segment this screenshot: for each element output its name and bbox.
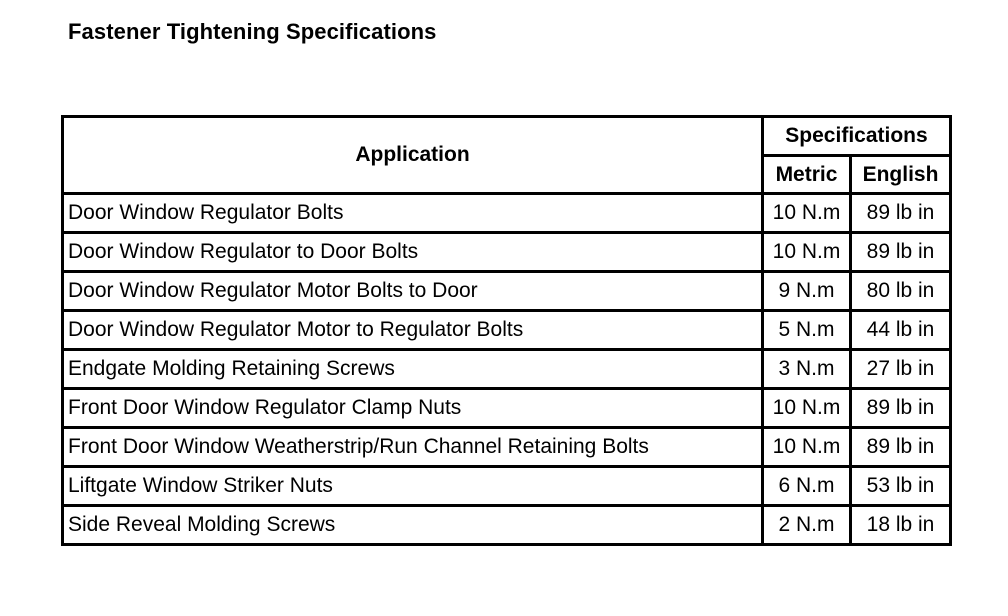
- cell-english: 89 lb in: [851, 194, 951, 233]
- table-row: [63, 311, 951, 350]
- table-row: [63, 194, 951, 233]
- table-row: [63, 428, 951, 467]
- cell-metric: 2 N.m: [763, 506, 851, 545]
- cell-english: 80 lb in: [851, 272, 951, 311]
- cell-metric: 6 N.m: [763, 467, 851, 506]
- table-row: [63, 389, 951, 428]
- table-row: [63, 350, 951, 389]
- cell-application: Front Door Window Weatherstrip/Run Channel Retaining Bolts: [63, 428, 763, 467]
- header-english: English: [851, 156, 951, 194]
- cell-metric: 10 N.m: [763, 389, 851, 428]
- cell-metric: 10 N.m: [763, 233, 851, 272]
- header-application: Application: [63, 117, 763, 194]
- cell-metric: 5 N.m: [763, 311, 851, 350]
- cell-english: 89 lb in: [851, 233, 951, 272]
- table-header-row: [63, 117, 951, 156]
- header-specifications: Specifications: [763, 117, 951, 156]
- cell-application: Side Reveal Molding Screws: [63, 506, 763, 545]
- cell-application: Endgate Molding Retaining Screws: [63, 350, 763, 389]
- cell-english: 18 lb in: [851, 506, 951, 545]
- cell-application: Liftgate Window Striker Nuts: [63, 467, 763, 506]
- table-row: [63, 506, 951, 545]
- cell-english: 27 lb in: [851, 350, 951, 389]
- cell-application: Front Door Window Regulator Clamp Nuts: [63, 389, 763, 428]
- cell-application: Door Window Regulator Bolts: [63, 194, 763, 233]
- cell-application: Door Window Regulator to Door Bolts: [63, 233, 763, 272]
- table-row: [63, 272, 951, 311]
- cell-english: 89 lb in: [851, 389, 951, 428]
- page-title: Fastener Tightening Specifications: [68, 19, 437, 44]
- cell-english: 53 lb in: [851, 467, 951, 506]
- cell-application: Door Window Regulator Motor Bolts to Door: [63, 272, 763, 311]
- cell-metric: 9 N.m: [763, 272, 851, 311]
- cell-metric: 10 N.m: [763, 428, 851, 467]
- table-row: [63, 233, 951, 272]
- cell-english: 44 lb in: [851, 311, 951, 350]
- header-metric: Metric: [763, 156, 851, 194]
- cell-english: 89 lb in: [851, 428, 951, 467]
- table-row: [63, 467, 951, 506]
- cell-metric: 3 N.m: [763, 350, 851, 389]
- cell-metric: 10 N.m: [763, 194, 851, 233]
- cell-application: Door Window Regulator Motor to Regulator Bolts: [63, 311, 763, 350]
- fastener-spec-table: [61, 115, 952, 546]
